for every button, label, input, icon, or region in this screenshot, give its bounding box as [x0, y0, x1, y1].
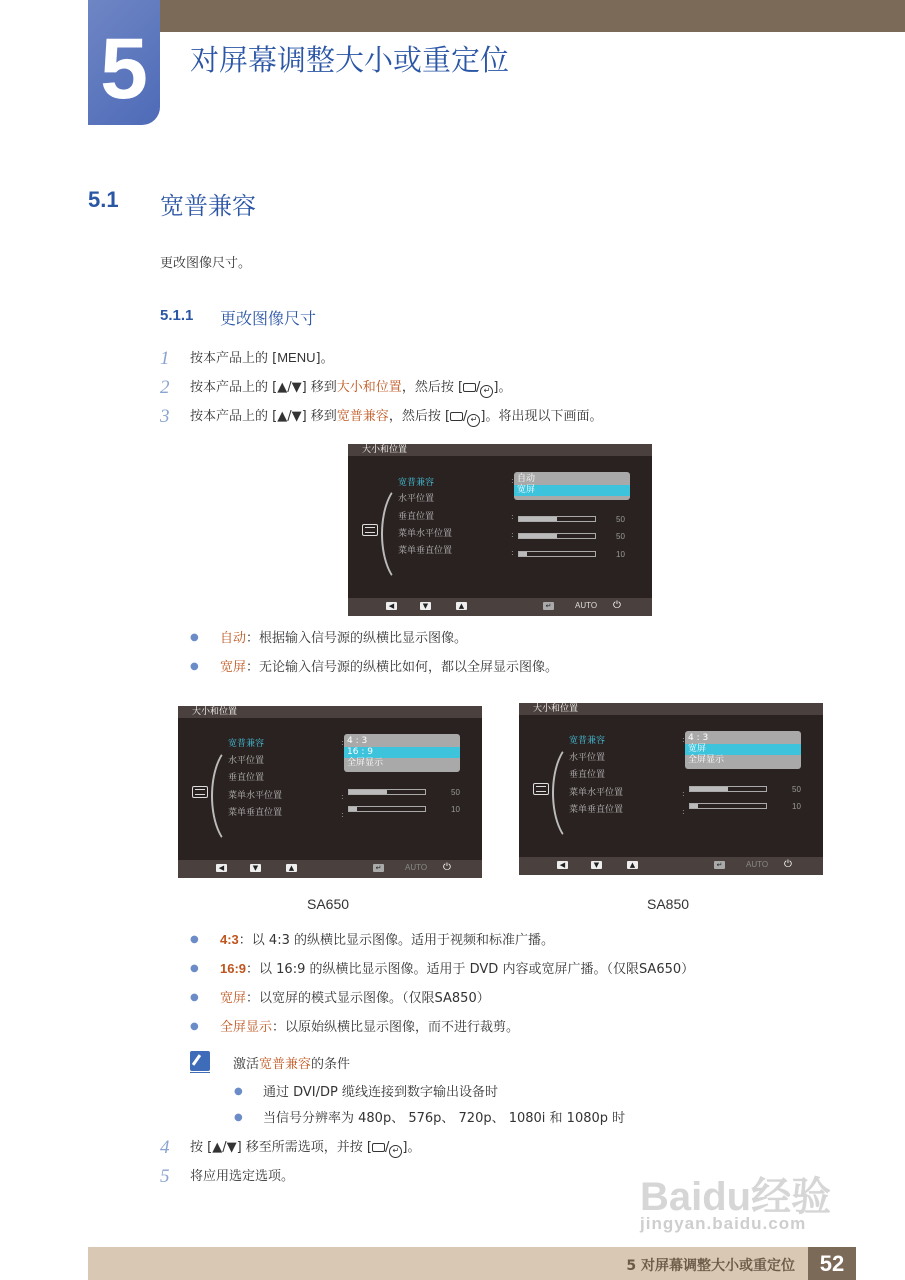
enter-key-icon: ↵ — [389, 1145, 402, 1158]
note-icon — [190, 1051, 210, 1071]
caption-sa850: SA850 — [647, 896, 690, 912]
osd-title: 大小和位置 — [519, 703, 823, 715]
menu-key: MENU — [277, 350, 316, 365]
auto-label: AUTO — [575, 601, 598, 610]
osd-item-hpos: 水平位置 — [569, 753, 606, 763]
osd-option-selected: 宽屏 — [514, 485, 630, 496]
enter-button-icon: ↵ — [543, 602, 554, 610]
chapter-tab — [88, 0, 160, 125]
osd-option: 4 : 3 — [688, 733, 709, 743]
source-key-icon — [372, 1143, 385, 1152]
bullet-widescreen: ● 宽屏：以宽屏的模式显示图像。（仅限SA850） — [190, 991, 490, 1006]
step-2: 2 按本产品上的 [▲/▼] 移到大小和位置，然后按 [ / ↵ ]。 — [160, 377, 512, 398]
osd-footer — [519, 857, 823, 875]
osd-item-wide: 宽普兼容 — [228, 739, 265, 749]
level-bar — [689, 786, 767, 792]
osd-item-menu-vpos: 菜单垂直位置 — [398, 546, 453, 556]
bullet-dot: ● — [234, 1086, 243, 1097]
power-icon: ⏻ — [613, 600, 621, 611]
down-button-icon: ▼ — [420, 602, 431, 610]
caption-sa650: SA650 — [307, 896, 350, 912]
bullet-dot: ● — [190, 661, 199, 672]
size-position-icon — [192, 786, 208, 798]
power-icon: ⏻ — [784, 859, 792, 870]
power-icon: ⏻ — [443, 862, 451, 873]
highlight: 大小和位置 — [336, 380, 402, 395]
level-value: 50 — [616, 532, 625, 541]
osd-title: 大小和位置 — [348, 444, 652, 456]
step-number: 3 — [160, 406, 170, 427]
osd-dropdown — [685, 731, 801, 769]
bullet-dot: ● — [190, 992, 199, 1003]
highlight: 宽普兼容 — [336, 409, 389, 424]
osd-item-wide: 宽普兼容 — [569, 736, 606, 746]
osd-item-menu-hpos: 菜单水平位置 — [569, 788, 624, 798]
step-number: 1 — [160, 348, 170, 369]
baidu-watermark-url: jingyan.baidu.com — [640, 1214, 807, 1233]
osd-option: 全屏显示 — [347, 758, 384, 768]
level-value: 50 — [451, 788, 460, 797]
bullet-dot: ● — [234, 1112, 243, 1123]
up-button-icon: ▲ — [627, 861, 638, 869]
osd-screen-main: 大小和位置 宽普兼容 水平位置 垂直位置 菜单水平位置 菜单垂直位置 : : : : 自动 宽屏 50 50 10 ◀ ▼ ▲ ↵ AUTO ⏻ — [348, 444, 652, 616]
osd-screen-sa650: 大小和位置 宽普兼容 水平位置 垂直位置 菜单水平位置 菜单垂直位置 : : : 4 : 3 16 : 9 全屏显示 50 10 ◀ ▼ ▲ ↵ AUTO ⏻ — [178, 706, 482, 878]
osd-item-menu-hpos: 菜单水平位置 — [228, 791, 283, 801]
bullet-wide: ● 宽屏：无论输入信号源的纵横比如何，都以全屏显示图像。 — [190, 660, 559, 675]
chapter-number: 5 — [100, 21, 148, 117]
level-value: 50 — [616, 515, 625, 524]
footer-chapter-text: 5 对屏幕调整大小或重定位 — [626, 1258, 795, 1274]
bullet-dot: ● — [190, 934, 199, 945]
osd-option-selected: 16 : 9 — [344, 747, 460, 758]
bullet-4-3: ● 4:3：以 4:3 的纵横比显示图像。适用于视频和标准广播。 — [190, 932, 554, 948]
osd-item-menu-vpos: 菜单垂直位置 — [569, 805, 624, 815]
level-value: 10 — [792, 802, 801, 811]
step-number: 4 — [160, 1137, 170, 1158]
up-button-icon: ▲ — [456, 602, 467, 610]
step-3: 3 按本产品上的 [▲/▼] 移到宽普兼容，然后按 [ / ↵ ]。将出现以下画面。 — [160, 406, 603, 427]
level-bar — [348, 789, 426, 795]
note-item: ● 当信号分辨率为 480p、 576p、 720p、 1080i 和 1080p 时 — [234, 1111, 626, 1126]
level-value: 50 — [792, 785, 801, 794]
step-number: 2 — [160, 377, 170, 398]
bullet-dot: ● — [190, 963, 199, 974]
step-number: 5 — [160, 1166, 170, 1187]
chapter-title: 对屏幕调整大小或重定位 — [190, 43, 510, 77]
auto-label: AUTO — [746, 860, 769, 869]
osd-option: 自动 — [517, 474, 536, 484]
osd-item-menu-hpos: 菜单水平位置 — [398, 529, 453, 539]
note-item: ● 通过 DVI/DP 缆线连接到数字输出设备时 — [234, 1085, 499, 1100]
bullet-auto: ● 自动：根据输入信号源的纵横比显示图像。 — [190, 631, 468, 646]
size-position-icon — [362, 524, 378, 536]
bullet-16-9: ● 16:9：以 16:9 的纵横比显示图像。适用于 DVD 内容或宽屏广播。（仅限SA650） — [190, 961, 695, 977]
left-button-icon: ◀ — [557, 861, 568, 869]
section-number: 5.1 — [88, 187, 119, 212]
level-bar — [689, 803, 767, 809]
osd-item-vpos: 垂直位置 — [398, 512, 435, 522]
bullet-dot: ● — [190, 632, 199, 643]
subsection-number: 5.1.1 — [160, 307, 194, 324]
auto-label: AUTO — [405, 863, 428, 872]
osd-item-vpos: 垂直位置 — [228, 773, 265, 783]
osd-item-hpos: 水平位置 — [228, 756, 265, 766]
osd-item-wide: 宽普兼容 — [398, 478, 435, 488]
section-title: 宽普兼容 — [160, 192, 256, 220]
up-button-icon: ▲ — [286, 864, 297, 872]
bullet-dot: ● — [190, 1021, 199, 1032]
source-key-icon — [463, 383, 476, 392]
page-number: 52 — [808, 1247, 856, 1280]
source-key-icon — [450, 412, 463, 421]
level-bar — [348, 806, 426, 812]
step-5: 5 将应用选定选项。 — [160, 1166, 295, 1187]
osd-item-vpos: 垂直位置 — [569, 770, 606, 780]
level-bar — [518, 533, 596, 539]
step-1: 1 按本产品上的 [MENU]。 — [160, 348, 334, 369]
down-button-icon: ▼ — [250, 864, 261, 872]
enter-key-icon: ↵ — [467, 414, 480, 427]
level-bar — [518, 516, 596, 522]
osd-screen-sa850: 大小和位置 宽普兼容 水平位置 垂直位置 菜单水平位置 菜单垂直位置 : : : 4 : 3 宽屏 全屏显示 50 10 ◀ ▼ ▲ ↵ AUTO ⏻ — [519, 703, 823, 875]
osd-footer — [348, 598, 652, 616]
left-button-icon: ◀ — [216, 864, 227, 872]
section-intro: 更改图像尺寸。 — [160, 256, 252, 271]
bullet-fullscreen: ● 全屏显示：以原始纵横比显示图像，而不进行裁剪。 — [190, 1020, 520, 1035]
osd-item-menu-vpos: 菜单垂直位置 — [228, 808, 283, 818]
step-4: 4 按 [▲/▼] 移至所需选项，并按 [ / ↵ ]。 — [160, 1137, 421, 1158]
baidu-watermark-logo: Baidu经验 — [640, 1175, 832, 1219]
note-heading: 激活宽普兼容的条件 — [233, 1057, 351, 1072]
osd-option: 4 : 3 — [347, 736, 368, 746]
osd-footer — [178, 860, 482, 878]
header-band — [160, 0, 905, 32]
note-divider — [190, 1072, 210, 1073]
enter-button-icon: ↵ — [714, 861, 725, 869]
level-value: 10 — [451, 805, 460, 814]
osd-option-selected: 宽屏 — [685, 744, 801, 755]
enter-button-icon: ↵ — [373, 864, 384, 872]
osd-item-hpos: 水平位置 — [398, 494, 435, 504]
size-position-icon — [533, 783, 549, 795]
subsection-title: 更改图像尺寸 — [220, 309, 317, 328]
enter-key-icon: ↵ — [480, 385, 493, 398]
level-bar — [518, 551, 596, 557]
osd-title: 大小和位置 — [178, 706, 482, 718]
level-value: 10 — [616, 550, 625, 559]
osd-dropdown — [344, 734, 460, 772]
osd-dropdown — [514, 472, 630, 500]
left-button-icon: ◀ — [386, 602, 397, 610]
down-button-icon: ▼ — [591, 861, 602, 869]
osd-option: 全屏显示 — [688, 755, 725, 765]
